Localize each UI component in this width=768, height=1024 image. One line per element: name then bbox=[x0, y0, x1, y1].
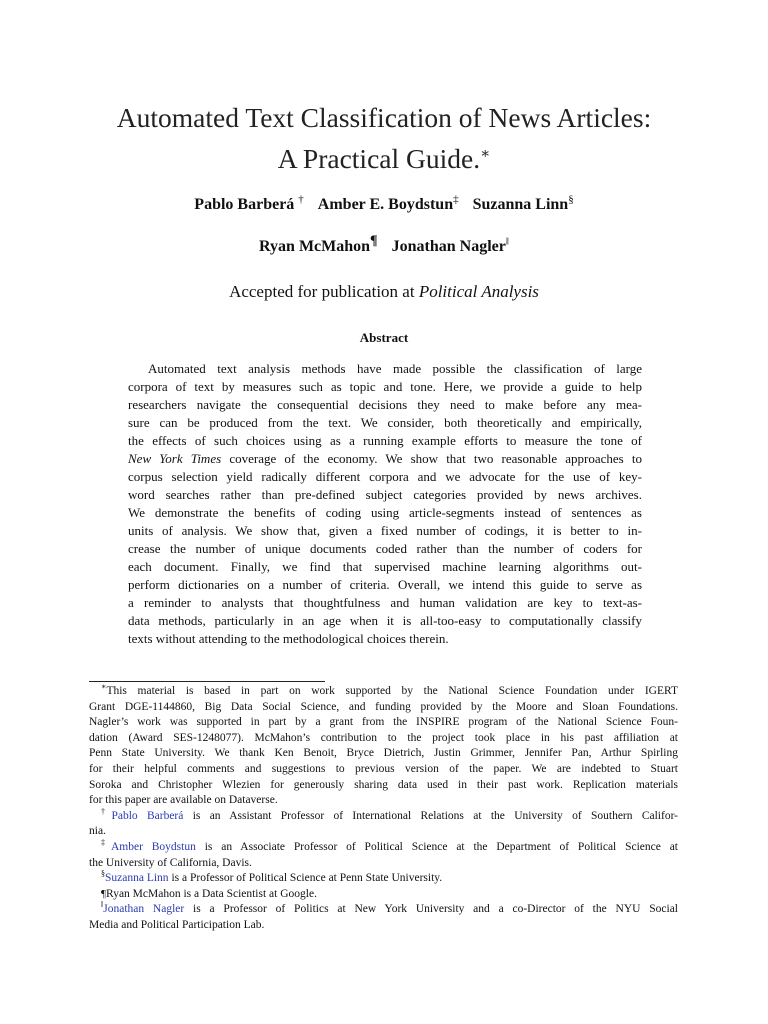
author-row-2 bbox=[60, 233, 708, 256]
abstract-line-text: coverage of the economy. We show that two reasonable approaches to bbox=[229, 451, 643, 466]
footnote-text: Ryan McMahon is a Data Scientist at Google. bbox=[105, 887, 317, 900]
footnote-line bbox=[89, 871, 678, 887]
author-name: Jonathan Nagler bbox=[391, 238, 506, 255]
footnote-line: Soroka and Christopher Wlezien for generously sharing data used in their past work. Replication materials bbox=[89, 778, 678, 791]
abstract-line: corpora of text by measures such as topic and tone. Here, we provide a guide to help bbox=[128, 379, 642, 394]
author-footnote-mark: § bbox=[568, 193, 574, 206]
abstract-body bbox=[128, 360, 642, 648]
abstract-line: units of analysis. We show that, given a fixed number of codings, it is better to in- bbox=[128, 523, 642, 538]
author-mcmahon bbox=[259, 233, 378, 255]
footnote-line bbox=[89, 806, 679, 825]
author-link-boydstun[interactable]: Amber Boydstun bbox=[110, 840, 196, 853]
footnote-text: is an Assistant Professor of International Relations at the University of Southern Califor- bbox=[183, 809, 679, 822]
abstract-line: sure can be produced from the text. We consider, both theoretically and empirically, bbox=[128, 415, 642, 430]
abstract-line: word searches rather than pre-defined subject categories provided by news archives. bbox=[128, 487, 642, 502]
footnote-line: Penn State University. We thank Ken Benoit, Bryce Dietrich, Justin Grimmer, Jennifer Pan, Arthur Spirling bbox=[89, 747, 678, 760]
footnote-divider bbox=[89, 681, 325, 682]
abstract-line: data methods, particularly in an age when it is all-too-easy to computationally classify bbox=[128, 613, 642, 628]
footnote-mark: † bbox=[101, 806, 112, 816]
author-footnote-mark: ‖ bbox=[505, 235, 509, 248]
footnote-line: for this paper are available on Dataverse. bbox=[89, 794, 278, 807]
title-line-1: Automated Text Classification of News Articles: bbox=[116, 102, 652, 133]
footnote-mark: ∗ bbox=[101, 682, 107, 692]
footnote-line: Nagler’s work was supported in part by a grant from the INSPIRE program of the National Science Foun- bbox=[89, 716, 678, 729]
abstract-line bbox=[128, 450, 642, 468]
author-nagler bbox=[391, 235, 509, 255]
author-link-nagler[interactable]: Jonathan Nagler bbox=[103, 903, 185, 916]
footnote-line: Media and Political Participation Lab. bbox=[89, 918, 265, 931]
title-line-2 bbox=[60, 136, 708, 177]
abstract-line: the effects of such choices using as a running example efforts to measure the tone of bbox=[128, 433, 642, 448]
abstract-line: crease the number of unique documents coded rather than the number of coders for bbox=[128, 541, 642, 556]
author-name: Suzanna Linn bbox=[472, 196, 569, 213]
author-name: Amber E. Boydstun bbox=[317, 196, 454, 213]
journal-name: Political Analysis bbox=[418, 282, 539, 301]
footnote-line bbox=[89, 684, 678, 700]
newspaper-name: New York Times bbox=[128, 451, 222, 466]
footnote-line: dation (Award SES-1248077). McMahon’s contribution to the project took place in his past affiliation at bbox=[89, 731, 678, 744]
footnote-line bbox=[89, 902, 678, 918]
footnote-text: is an Associate Professor of Political Science at the Department of Political Science at bbox=[195, 840, 679, 853]
footnote-line: for their helpful comments and suggestions to previous version of the paper. We are indebted to Stuart bbox=[89, 762, 678, 775]
footnote-line bbox=[89, 840, 678, 856]
abstract-line: texts without attending to the methodological choices therein. bbox=[128, 631, 449, 646]
abstract-line: each document. Finally, we find that supervised machine learning algorithms out- bbox=[128, 559, 642, 574]
author-boydstun bbox=[317, 193, 459, 213]
footnote-text: This material is based in part on work supported by the National Science Foundation under IGERT bbox=[106, 685, 678, 697]
author-footnote-mark: ‡ bbox=[453, 193, 459, 206]
footnote-line: the University of California, Davis. bbox=[89, 856, 252, 869]
author-name: Pablo Barberá bbox=[194, 196, 295, 213]
abstract-line: We demonstrate the benefits of coding using article-segments instead of sentences as bbox=[128, 505, 642, 520]
author-link-linn[interactable]: Suzanna Linn bbox=[105, 872, 169, 885]
footnote-line: nia. bbox=[89, 825, 106, 838]
abstract-line: perform dictionaries on a number of criteria. Overall, we intend this guide to serve as bbox=[128, 577, 642, 592]
footnote-line bbox=[89, 887, 678, 903]
author-row-1 bbox=[60, 193, 708, 214]
footnote-line: Grant DGE-1144860, Big Data Social Science, and funding provided by the Moore and Sloan Foundations. bbox=[89, 700, 678, 713]
author-name: Ryan McMahon bbox=[259, 238, 371, 255]
publication-note-prefix: Accepted for publication at bbox=[229, 282, 419, 301]
footnotes bbox=[89, 684, 678, 934]
abstract-line: corpus selection yield radically different corpora and we advocate for the use of key- bbox=[128, 469, 642, 484]
title-footnote-mark: ∗ bbox=[480, 146, 491, 162]
footnote-mark: ‖ bbox=[101, 900, 104, 910]
author-link-barbera[interactable]: Pablo Barberá bbox=[111, 809, 184, 822]
footnote-text: is a Professor of Politics at New York University and a co-Director of the NYU Social bbox=[184, 903, 678, 916]
footnote-mark: ‡ bbox=[101, 838, 111, 848]
abstract-line: researchers navigate the consequential decisions they need to make before any mea- bbox=[128, 397, 642, 412]
author-barbera bbox=[194, 193, 304, 213]
publication-note bbox=[60, 282, 708, 302]
author-footnote-mark: † bbox=[298, 193, 304, 206]
footnote-mark: § bbox=[101, 869, 105, 879]
author-linn bbox=[472, 193, 574, 213]
paper-title bbox=[60, 100, 708, 177]
title-line-2-text: A Practical Guide. bbox=[277, 143, 481, 175]
abstract-line: Automated text analysis methods have made possible the classification of large bbox=[148, 361, 642, 376]
author-footnote-mark: ¶ bbox=[370, 233, 378, 249]
abstract-line: a reminder to analysts that thoughtfulness and human validation are key to text-as- bbox=[128, 595, 642, 610]
footnote-mark: ¶ bbox=[101, 887, 106, 900]
footnote-text: is a Professor of Political Science at Penn State University. bbox=[168, 872, 443, 885]
abstract-heading: Abstract bbox=[359, 330, 409, 345]
